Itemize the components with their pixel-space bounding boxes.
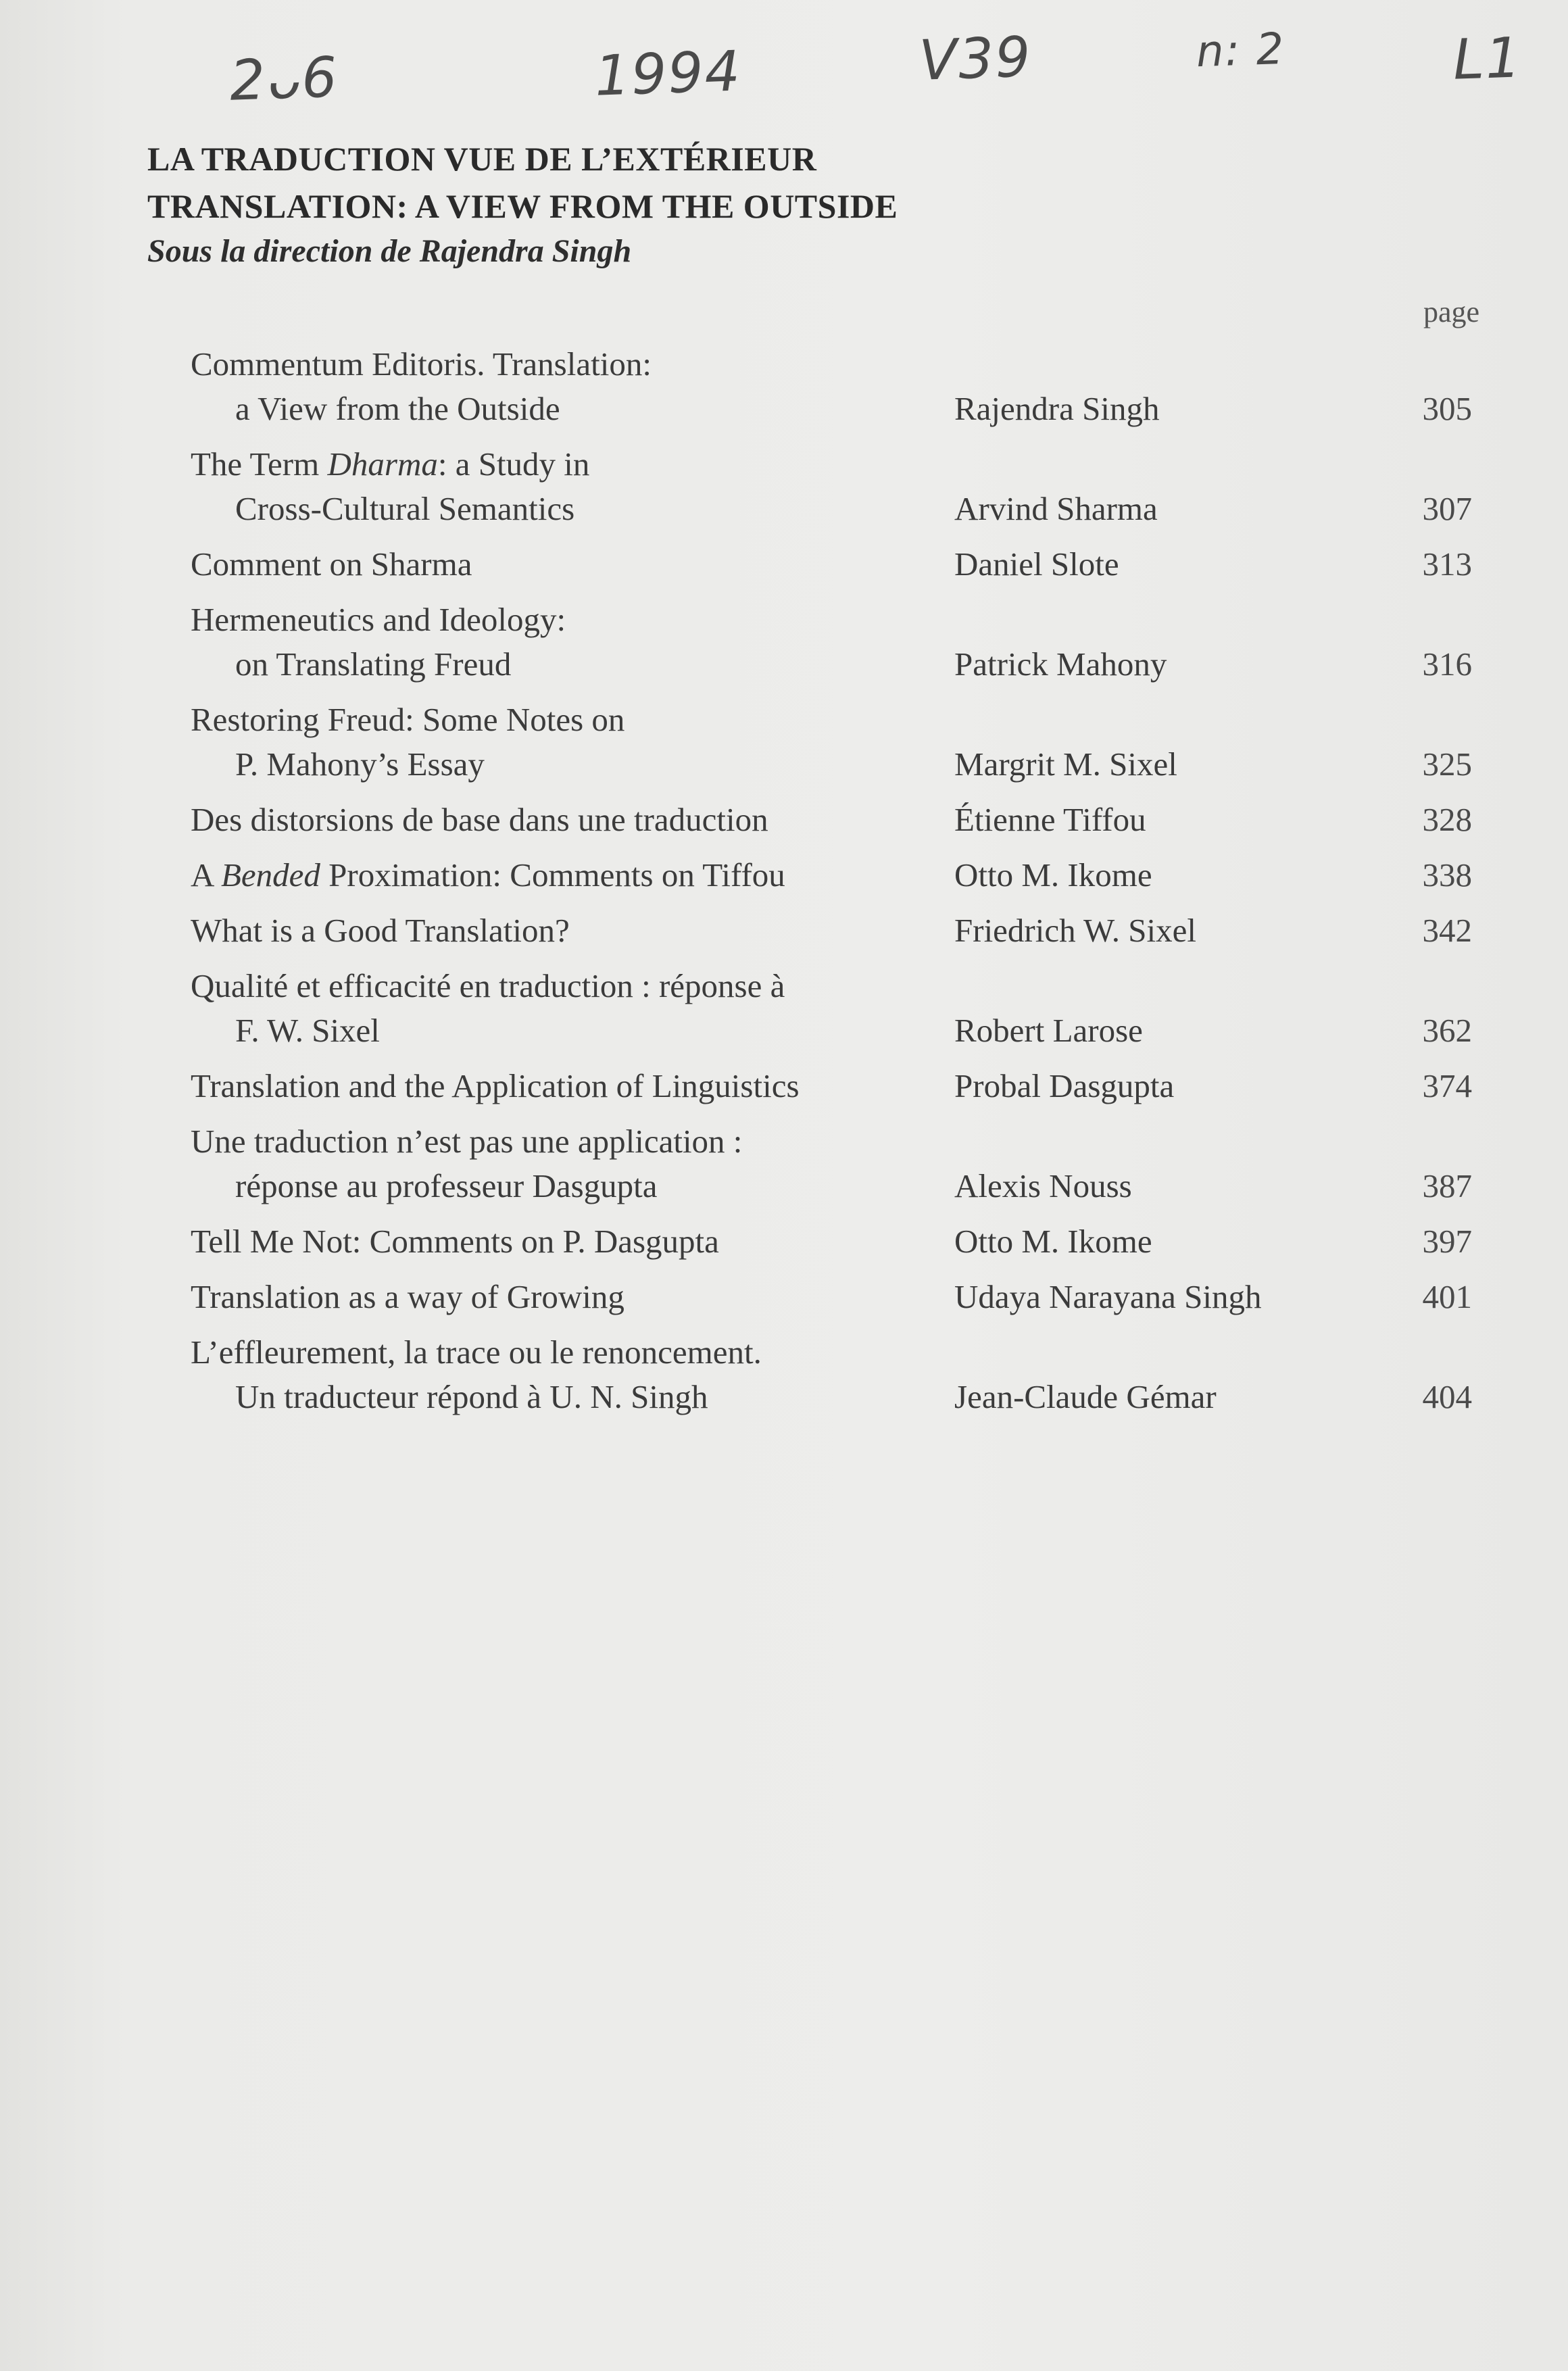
entry-page: 362 [1422,1012,1472,1049]
handwritten-note-1: 2ᴗ6 [228,45,340,114]
entry-title-line1: Une traduction n’est pas une application : [191,1123,743,1160]
entry-page: 325 [1422,745,1472,783]
entry-author: Robert Larose [954,1012,1143,1049]
entry-page: 328 [1422,801,1472,838]
entry-author: Otto M. Ikome [954,1223,1152,1260]
toc-entry[interactable] [191,1064,1509,1108]
handwritten-note-4: n: 2 [1195,24,1286,78]
entry-title-line1: Restoring Freud: Some Notes on [191,701,625,738]
entry-author: Daniel Slote [954,545,1119,583]
entry-page: 374 [1422,1067,1472,1104]
entry-page: 404 [1422,1378,1472,1415]
handwritten-note-3: V39 [918,25,1033,93]
entry-title-line2: on Translating Freud [235,645,512,683]
entry-page: 342 [1422,912,1472,949]
entry-page: 316 [1422,645,1472,683]
entry-title-line1: Des distorsions de base dans une traduction [191,801,768,838]
toc-entry[interactable] [191,798,1509,842]
entry-title-line1: Comment on Sharma [191,545,472,583]
entry-author: Arvind Sharma [954,490,1158,527]
entry-title-line1: L’effleurement, la trace ou le renoncement. [191,1334,762,1371]
entry-page: 338 [1422,856,1472,894]
toc-entry[interactable] [191,1275,1509,1319]
entry-page: 401 [1422,1278,1472,1315]
handwritten-note-5: L1 [1452,26,1523,93]
entry-author: Margrit M. Sixel [954,745,1177,783]
heading-editor: Sous la direction de Rajendra Singh [147,233,632,269]
toc-entry[interactable] [191,698,1509,787]
entry-title-line2: Un traducteur répond à U. N. Singh [235,1378,708,1415]
table-of-contents [191,342,1509,1430]
entry-title-line2: réponse au professeur Dasgupta [235,1167,658,1204]
entry-title-line1: The Term Dharma: a Study in [191,445,590,483]
entry-author: Probal Dasgupta [954,1067,1175,1104]
toc-entry[interactable] [191,442,1509,531]
toc-entry[interactable] [191,1119,1509,1208]
toc-entry[interactable] [191,542,1509,587]
entry-page: 307 [1422,490,1472,527]
page-column-label: page [1423,295,1480,328]
entry-page: 387 [1422,1167,1472,1204]
toc-entry[interactable] [191,853,1509,898]
entry-title-line1: Translation and the Application of Linguistics [191,1067,800,1104]
toc-entry[interactable] [191,1219,1509,1264]
toc-entry[interactable] [191,964,1509,1053]
toc-entry[interactable] [191,1330,1509,1419]
entry-author: Jean-Claude Gémar [954,1378,1217,1415]
entry-author: Otto M. Ikome [954,856,1152,894]
entry-title-line1: Qualité et efficacité en traduction : réponse à [191,967,785,1004]
entry-author: Patrick Mahony [954,645,1167,683]
toc-entry[interactable] [191,908,1509,953]
handwritten-note-2: 1994 [593,39,743,109]
entry-title-line1: Commentum Editoris. Translation: [191,345,652,383]
entry-title-line1: Translation as a way of Growing [191,1278,624,1315]
entry-page: 397 [1422,1223,1472,1260]
entry-page: 313 [1422,545,1472,583]
entry-title-line1: What is a Good Translation? [191,912,570,949]
entry-title-line2: a View from the Outside [235,390,560,427]
heading-english: TRANSLATION: A VIEW FROM THE OUTSIDE [147,187,898,225]
entry-title-line2: P. Mahony’s Essay [235,745,485,783]
entry-author: Rajendra Singh [954,390,1160,427]
entry-title-line1: A Bended Proximation: Comments on Tiffou [191,856,785,894]
toc-entry[interactable] [191,597,1509,687]
toc-entry[interactable] [191,342,1509,431]
entry-author: Étienne Tiffou [954,801,1146,838]
entry-author: Alexis Nouss [954,1167,1132,1204]
entry-title-line1: Tell Me Not: Comments on P. Dasgupta [191,1223,719,1260]
entry-page: 305 [1422,390,1472,427]
entry-title-line2: F. W. Sixel [235,1012,380,1049]
heading-french: LA TRADUCTION VUE DE L’EXTÉRIEUR [147,140,817,178]
entry-title-line2: Cross-Cultural Semantics [235,490,575,527]
entry-title-line1: Hermeneutics and Ideology: [191,601,566,638]
section-heading [147,135,1431,273]
entry-author: Udaya Narayana Singh [954,1278,1262,1315]
entry-author: Friedrich W. Sixel [954,912,1196,949]
